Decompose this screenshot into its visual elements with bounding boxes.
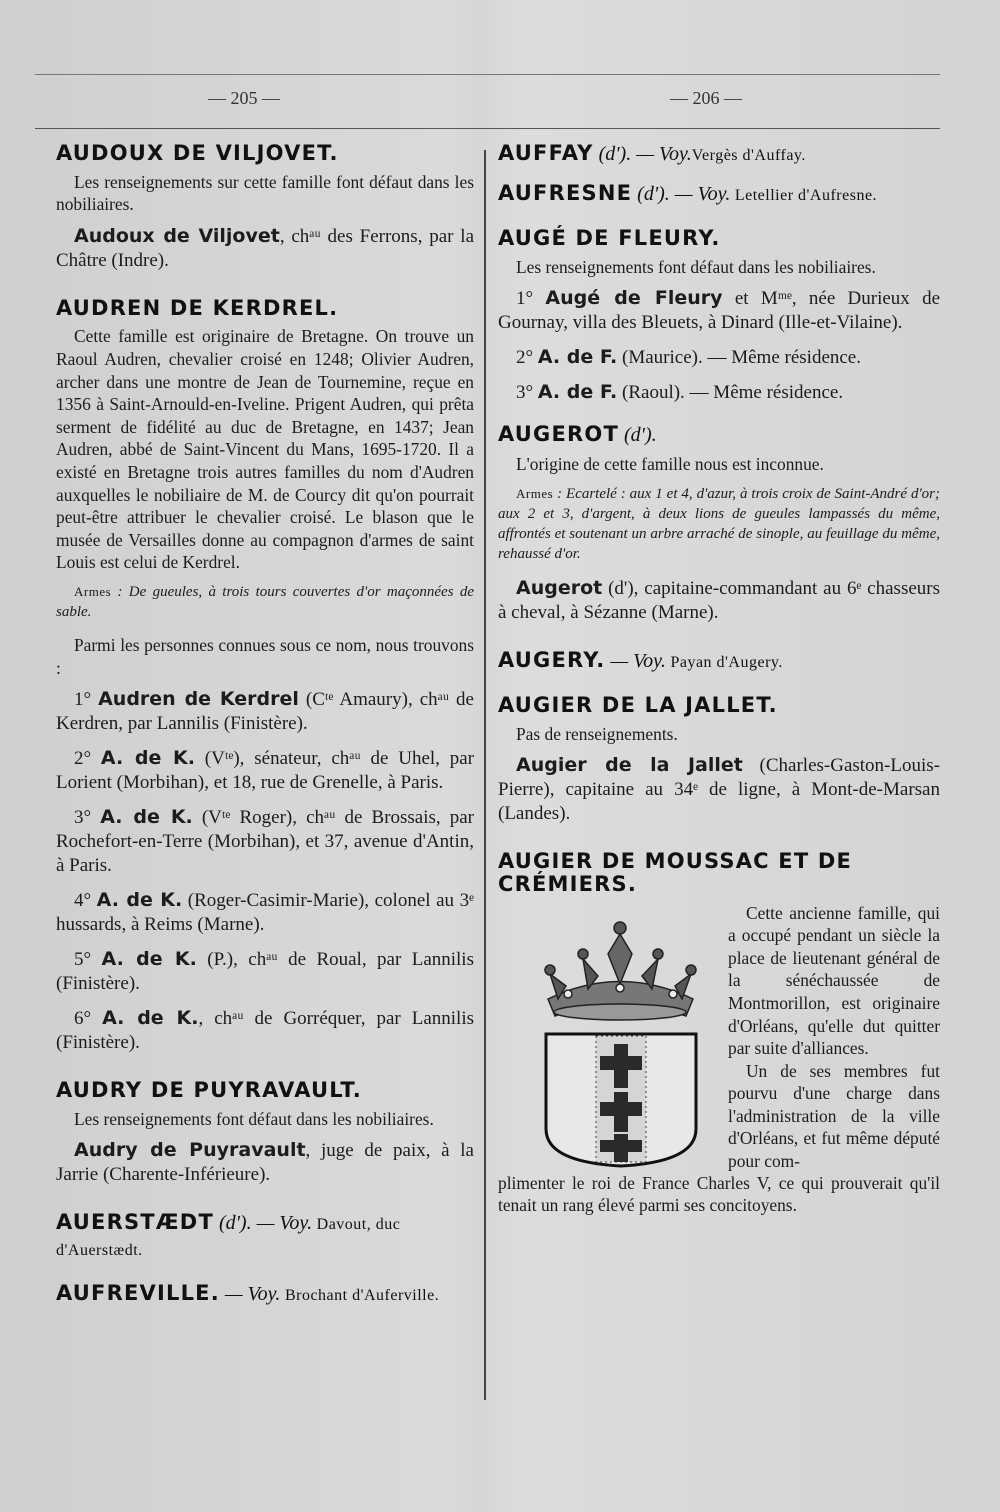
entry-auge-1 xyxy=(498,286,940,335)
entry-number: 5° xyxy=(74,949,102,971)
heading-reference: Brochant d'Auferville. xyxy=(280,1287,440,1305)
entry-text: , chᵃᵘ de Gorréquer, par Lannilis (Finistère). xyxy=(56,1008,474,1054)
heading-voy: — Voy. xyxy=(631,143,692,165)
heading-audry: AUDRY DE PUYRAVAULT. xyxy=(56,1078,362,1103)
text-auge: Les renseignements font défaut dans les nobiliaires. xyxy=(516,256,876,277)
entry-number: 1° xyxy=(516,288,546,310)
entry-auge-3 xyxy=(498,380,940,405)
heading-particle: (d'). xyxy=(632,182,670,205)
heading-auffay xyxy=(498,142,940,168)
entry-name: A. de K. xyxy=(96,889,183,912)
entry-audoux xyxy=(56,224,474,273)
right-column xyxy=(498,142,940,1217)
entry-audren-2 xyxy=(56,746,474,795)
entry-augerot xyxy=(498,576,940,625)
text-audren: Cette famille est originaire de Bretagne. On trouve un Raoul Audren, chevalier croisé en 1248; Olivier Audren, archer dans une montre de Jean de Tournemine, reçue en 1356 à Saint-Arnould-en-Iveline. Prigent Audren, qui prêta serment de fidélité au duc de Bretagne, en 1437; Jean Audren, abbé de Saint-Vincent du Mans, 1695-1720. Il a existé en Bretagne trois autres familles du nom d'Audren auxquelles le nobiliaire de M. de Courcy dit qu'on pourrait peut-être attribuer le chevalier croisé. Le blason que le musée de Versailles donne au compagnon d'armes de saint Louis est celui de Kerdrel. xyxy=(56,326,474,573)
entry-number: 2° xyxy=(74,748,101,770)
heading-auge: AUGÉ DE FLEURY. xyxy=(498,226,721,251)
entry-number: 3° xyxy=(516,382,538,404)
persons-intro-audren: Parmi les personnes connues sous ce nom, nous trouvons : xyxy=(56,634,474,678)
entry-number: 4° xyxy=(74,890,97,912)
entry-name: Audry de Puyravault xyxy=(74,1139,306,1162)
entry-name: A. de K. xyxy=(101,948,197,971)
text-audoux: Les renseignements sur cette famille font défaut dans les nobiliaires. xyxy=(56,171,474,215)
arms-augerot xyxy=(498,484,940,564)
coat-of-arms-icon xyxy=(528,904,713,1169)
heading-particle: (d'). xyxy=(619,424,657,447)
heading-voy: — Voy. xyxy=(605,649,666,672)
heading-audren: AUDREN DE KERDREL. xyxy=(56,295,339,320)
heading-augery xyxy=(498,649,940,675)
text-audry: Les renseignements font défaut dans les nobiliaires. xyxy=(74,1108,434,1129)
entry-number: 3° xyxy=(74,807,101,829)
top-rule xyxy=(35,74,940,75)
entry-number: 1° xyxy=(74,689,99,711)
entry-text: (P.), chᵃᵘ de Roual, par Lannilis (Finistère). xyxy=(56,949,474,995)
entry-text: , juge de paix, à la Jarrie (Charente-Inférieure). xyxy=(56,1140,474,1186)
crest-side-text xyxy=(728,902,940,1173)
entry-audren-5 xyxy=(56,947,474,996)
text-augerot: L'origine de cette famille nous est inconnue. xyxy=(516,453,824,474)
heading-auerstaedt xyxy=(56,1211,474,1262)
entry-audren-3 xyxy=(56,805,474,878)
arms-text: : De gueules, à trois tours couvertes d'or maçonnées de sable. xyxy=(56,583,474,620)
page-number-left: — 205 — xyxy=(208,88,280,108)
heading-augier-jallet: AUGIER DE LA JALLET. xyxy=(498,693,778,718)
header-rule xyxy=(35,128,940,129)
left-column xyxy=(56,142,474,1314)
text-augier-moussac-3: plimenter le roi de France Charles V, ce qui prouverait qu'il tenait un rang élevé parmi ses concitoyens. xyxy=(498,1172,940,1216)
heading-name: AUGEROT xyxy=(498,422,619,447)
heading-aufresne xyxy=(498,182,940,208)
entry-number: 2° xyxy=(516,347,538,369)
entry-text: (Vᵗᵉ), sénateur, chᵃᵘ de Uhel, par Lorient (Morbihan), et 18, rue de Grenelle, à Paris. xyxy=(56,748,475,794)
heading-name: AUGERY. xyxy=(498,647,606,672)
entry-name: Augier de la Jallet xyxy=(516,754,743,777)
entry-text: (Raoul). — Même résidence. xyxy=(617,382,844,404)
entry-name: A. de F. xyxy=(537,346,618,369)
heading-particle: (d'). xyxy=(213,1212,252,1235)
entry-audry xyxy=(56,1138,474,1187)
heading-reference: Payan d'Augery. xyxy=(665,653,783,671)
heading-name: AUERSTÆDT xyxy=(56,1210,214,1235)
crest-area xyxy=(498,902,940,1172)
heading-audoux: AUDOUX DE VILJOVET. xyxy=(56,141,339,165)
entry-augier-jallet xyxy=(498,753,940,826)
entry-text: (Maurice). — Même résidence. xyxy=(617,347,861,369)
heading-voy: — Voy. xyxy=(251,1212,313,1235)
entry-name: Audren de Kerdrel xyxy=(98,688,299,711)
entry-text: et Mᵐᵉ, née Durieux de Gournay, villa des Bleuets, à Dinard (Ille-et-Vilaine). xyxy=(498,288,941,334)
column-divider xyxy=(484,150,486,1400)
entry-audren-1 xyxy=(56,687,474,736)
heading-aufreville xyxy=(56,1282,474,1308)
arms-text: : Ecartelé : aux 1 et 4, d'azur, à trois croix de Saint-André d'or; aux 2 et 3, d'argent, à deux lions de gueules lampassés du même, affrontés et soutenant un arbre arraché de sinople, au feuillage du même, rehaussé d'or. xyxy=(498,485,940,562)
entry-text: (Charles-Gaston-Louis-Pierre), capitaine au 34ᵉ de ligne, à Mont-de-Marsan (Landes). xyxy=(498,755,940,825)
entry-number: 6° xyxy=(74,1008,103,1030)
entry-text: (Vᵗᵉ Roger), chᵃᵘ de Brossais, par Rochefort-en-Terre (Morbihan), et 37, avenue d'Antin, à Paris. xyxy=(56,807,474,877)
arms-label: Armes xyxy=(74,583,112,599)
entry-name: A. de K. xyxy=(100,806,193,829)
entry-auge-2 xyxy=(498,345,940,370)
entry-name: Audoux de Viljovet xyxy=(74,224,280,247)
heading-voy: — Voy. xyxy=(669,182,731,205)
text-augier-jallet: Pas de renseignements. xyxy=(516,723,678,744)
entry-text: (d'), capitaine-commandant au 6ᵉ chasseurs à cheval, à Sézanne (Marne). xyxy=(498,577,940,623)
entry-name: Augé de Fleury xyxy=(545,287,723,310)
heading-augier-moussac: AUGIER DE MOUSSAC ET DE CRÉMIERS. xyxy=(498,849,853,896)
text-augier-moussac-2: Un de ses membres fut pourvu d'une charge dans l'administration de la ville d'Orléans, et fut même député pour com- xyxy=(728,1060,940,1172)
entry-text: (Roger-Casimir-Marie), colonel au 3ᵉ hussards, à Reims (Marne). xyxy=(56,890,474,936)
heading-voy: — Voy. xyxy=(219,1283,281,1306)
entry-name: A. de K. xyxy=(102,1007,199,1030)
text-augier-moussac-1: Cette ancienne famille, qui a occupé pendant un siècle la place de lieutenant général de la sénéchaussée de Montmorillon, est originaire d'Orléans, qu'elle dut quitter par suite d'alliances. xyxy=(728,902,940,1059)
arms-label: Armes xyxy=(516,485,554,501)
heading-reference: Letellier d'Aufresne. xyxy=(730,186,878,204)
entry-text: (Cᵗᵉ Amaury), chᵃᵘ de Kerdren, par Lannilis (Finistère). xyxy=(56,689,474,735)
heading-name: AUFRESNE xyxy=(498,180,633,205)
entry-audren-6 xyxy=(56,1006,474,1055)
heading-reference: Vergès d'Auffay. xyxy=(691,147,806,164)
heading-augerot xyxy=(498,423,940,447)
entry-text: , chᵃᵘ des Ferrons, par la Châtre (Indre). xyxy=(56,225,475,271)
entry-name: A. de K. xyxy=(100,747,195,770)
entry-name: Augerot xyxy=(516,576,603,599)
heading-name: AUFREVILLE. xyxy=(56,1281,220,1306)
arms-audren xyxy=(56,582,474,622)
page-number-right: — 206 — xyxy=(670,88,742,108)
heading-particle: (d'). xyxy=(593,143,632,165)
heading-name: AUFFAY xyxy=(498,141,594,165)
heading-reference: Davout, duc d'Auerstædt. xyxy=(56,1216,401,1259)
entry-name: A. de F. xyxy=(537,381,618,404)
entry-audren-4 xyxy=(56,888,474,937)
